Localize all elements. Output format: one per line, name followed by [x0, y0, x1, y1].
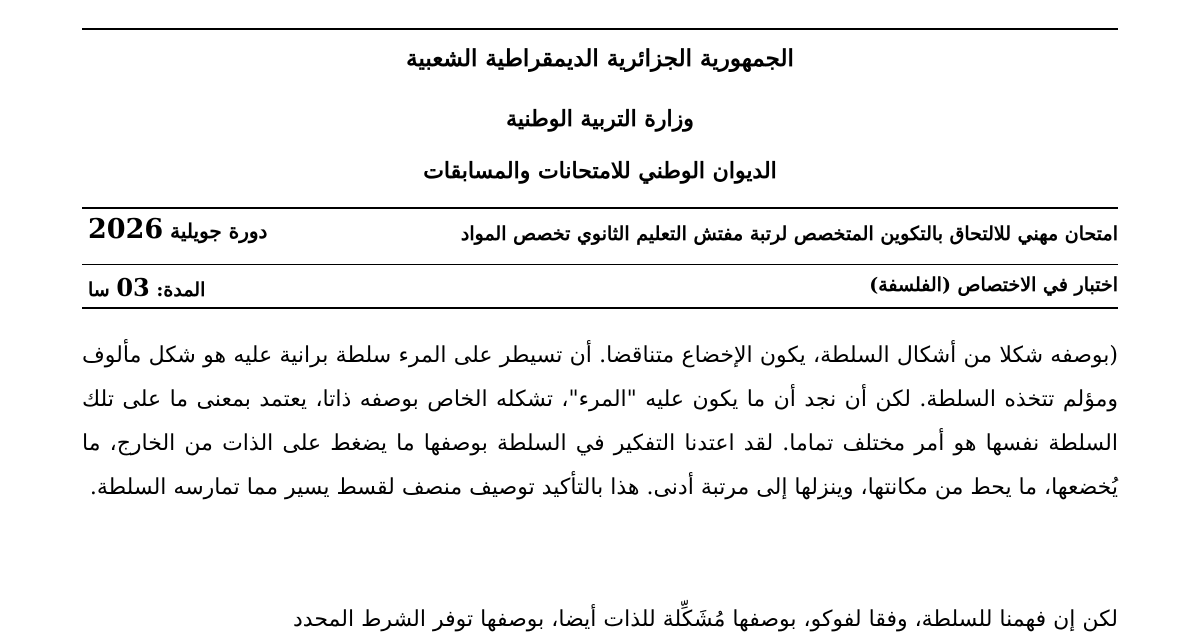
info-divider	[82, 264, 1118, 265]
country-heading: الجمهورية الجزائرية الديمقراطية الشعبية	[406, 45, 794, 72]
office-heading: الديوان الوطني للامتحانات والمسابقات	[423, 158, 777, 184]
duration-unit: سا	[88, 279, 110, 301]
ministry-heading: وزارة التربية الوطنية	[506, 106, 694, 132]
exam-subject: اختبار في الاختصاص (الفلسفة)	[869, 274, 1118, 296]
exam-session	[88, 216, 267, 245]
header-divider	[82, 207, 1118, 209]
text-paragraph-2: لكن إن فهمنا للسلطة، وفقا لفوكو، بوصفها مُشَكِّلة للذات أيضا، بوصفها توفر الشرط المحدد	[293, 607, 1118, 632]
session-label: دورة جويلية	[170, 219, 268, 243]
session-year: 2026	[88, 214, 164, 245]
duration-value: 03	[116, 273, 150, 302]
exam-title: امتحان مهني للالتحاق بالتكوين المتخصص لرتبة مفتش التعليم الثانوي تخصص المواد	[460, 223, 1118, 245]
top-rule	[82, 28, 1118, 30]
text-paragraph-1: (بوصفه شكلا من أشكال السلطة، يكون الإخضاع متناقضا. أن تسيطر على المرء سلطة برانية عليه هو شكل مألوف ومؤلم تتخذه السلطة. لكن أن نجد أن ما يكون عليه "المرء"، تشكله الخاص بوصفه ذاتا، يعتمد بمعنى ما على تلك السلطة نفسها هو أمر مختلف تماما. لقد اعتدنا التفكير في السلطة بوصفها ما يضغط على الذات من الخارج، ما يُخضعها، ما يحط من مكانتها، وينزلها إلى مرتبة أدنى. هذا بالتأكيد توصيف منصف لقسط يسير مما تمارسه السلطة.	[82, 343, 1118, 500]
duration-label: المدة:	[156, 279, 206, 301]
body-divider	[82, 307, 1118, 309]
exam-duration	[88, 274, 205, 304]
